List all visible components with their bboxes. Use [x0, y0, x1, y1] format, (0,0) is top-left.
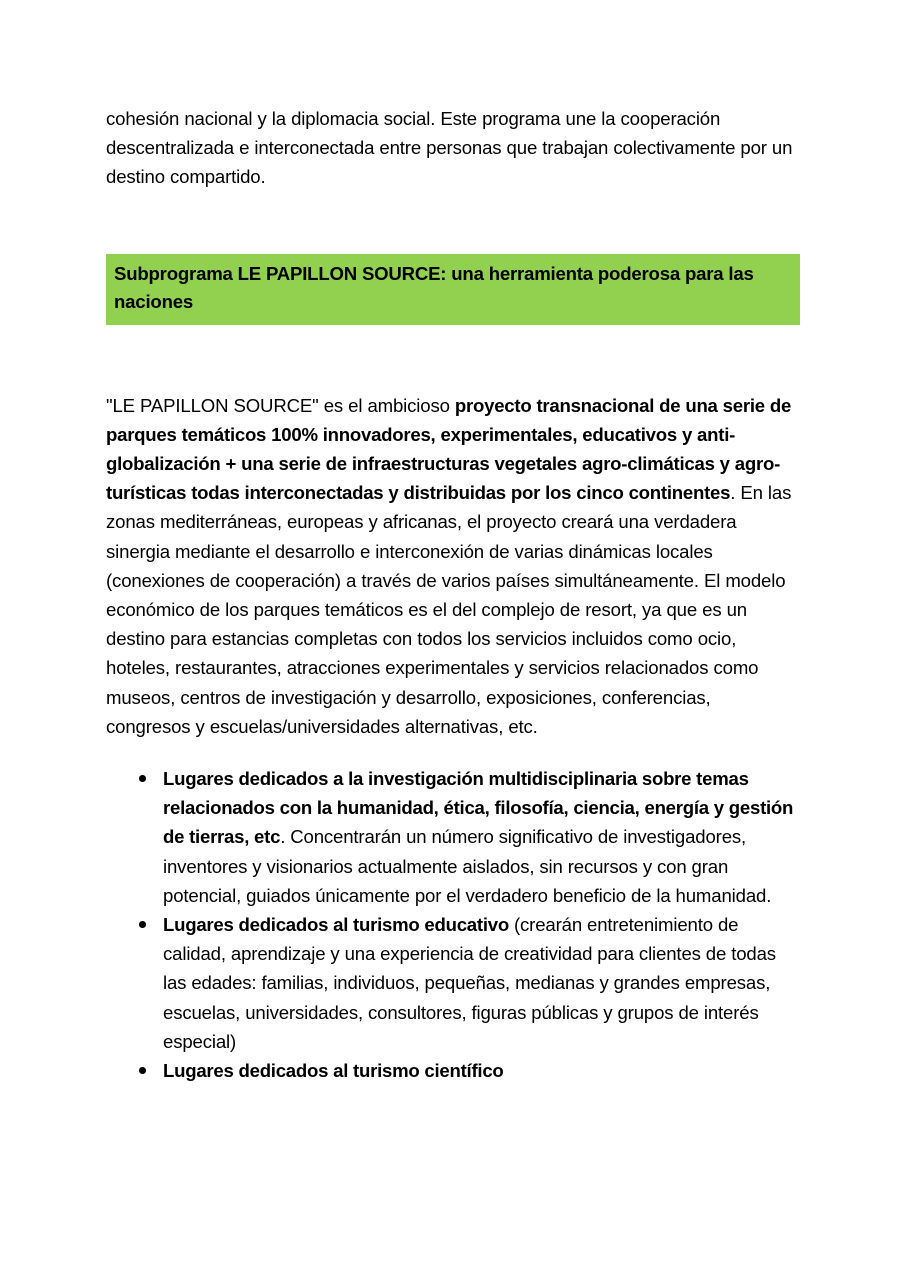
intro-paragraph: cohesión nacional y la diplomacia social. Este programa une la cooperación descentralizada e interconectada entre personas que trabajan colectivamente por un destino compartido. — [106, 108, 793, 188]
list-item — [106, 910, 800, 1056]
bullet-dot-icon — [139, 921, 146, 928]
list-item — [106, 1056, 800, 1085]
list-item-text — [163, 1060, 504, 1081]
bullet-list — [106, 764, 800, 1085]
bold-text-run: Lugares dedicados a la investigación multidisciplinaria sobre temas relacionados con la humanidad, ética, filosofía, ciencia, energía y gestión de tierras, etc — [163, 768, 794, 848]
normal-text-run: (crearán entretenimiento de calidad, aprendizaje y una experiencia de creatividad para clientes de todas las edades: familias, individuos, pequeñas, medianas y grandes empresas, escuelas, universidades, consultores, figuras públicas y grupos de interés especial) — [163, 914, 776, 1052]
bullet-dot-icon — [139, 1067, 146, 1074]
list-item — [106, 764, 800, 910]
document-content — [106, 104, 800, 1085]
normal-text-run: "LE PAPILLON SOURCE" es el ambicioso — [106, 394, 455, 416]
heading-banner-wrapper — [106, 254, 800, 325]
section-heading-banner — [106, 254, 800, 325]
normal-text-run: . Concentrarán un número significativo de investigadores, inventores y visionarios actualmente aislados, sin recursos y con gran potencial, guiados únicamente por el verdadero beneficio de la humanidad. — [163, 826, 772, 906]
section-heading-text: Subprograma LE PAPILLON SOURCE: una herramienta poderosa para las naciones — [114, 262, 754, 312]
list-item-text — [163, 914, 776, 1052]
body-paragraph — [106, 391, 800, 741]
bold-text-run: Lugares dedicados al turismo educativo — [163, 914, 509, 936]
bold-text-run: Lugares dedicados al turismo científico — [163, 1060, 504, 1082]
list-item-text — [163, 768, 793, 906]
bold-text-run: proyecto transnacional de una serie de parques temáticos 100% innovadores, experimentales, educativos y anti-globalización + una serie de infraestructuras vegetales agro-climáticas y agro-turísticas todas interconectadas y distribuidas por los cinco continentes — [106, 394, 792, 504]
bullet-dot-icon — [139, 775, 146, 782]
normal-text-run: . En las zonas mediterráneas, europeas y africanas, el proyecto creará una verdadera sinergia mediante el desarrollo e interconexión de varias dinámicas locales (conexiones de cooperación) a través de varios países simultáneamente. El modelo económico de los parques temáticos es el del complejo de resort, ya que es un destino para estancias completas con todos los servicios incluidos como ocio, hoteles, restaurantes, atracciones experimentales y servicios relacionados como museos, centros de investigación y desarrollo, exposiciones, conferencias, congresos y escuelas/universidades alternativas, etc. — [106, 482, 792, 737]
